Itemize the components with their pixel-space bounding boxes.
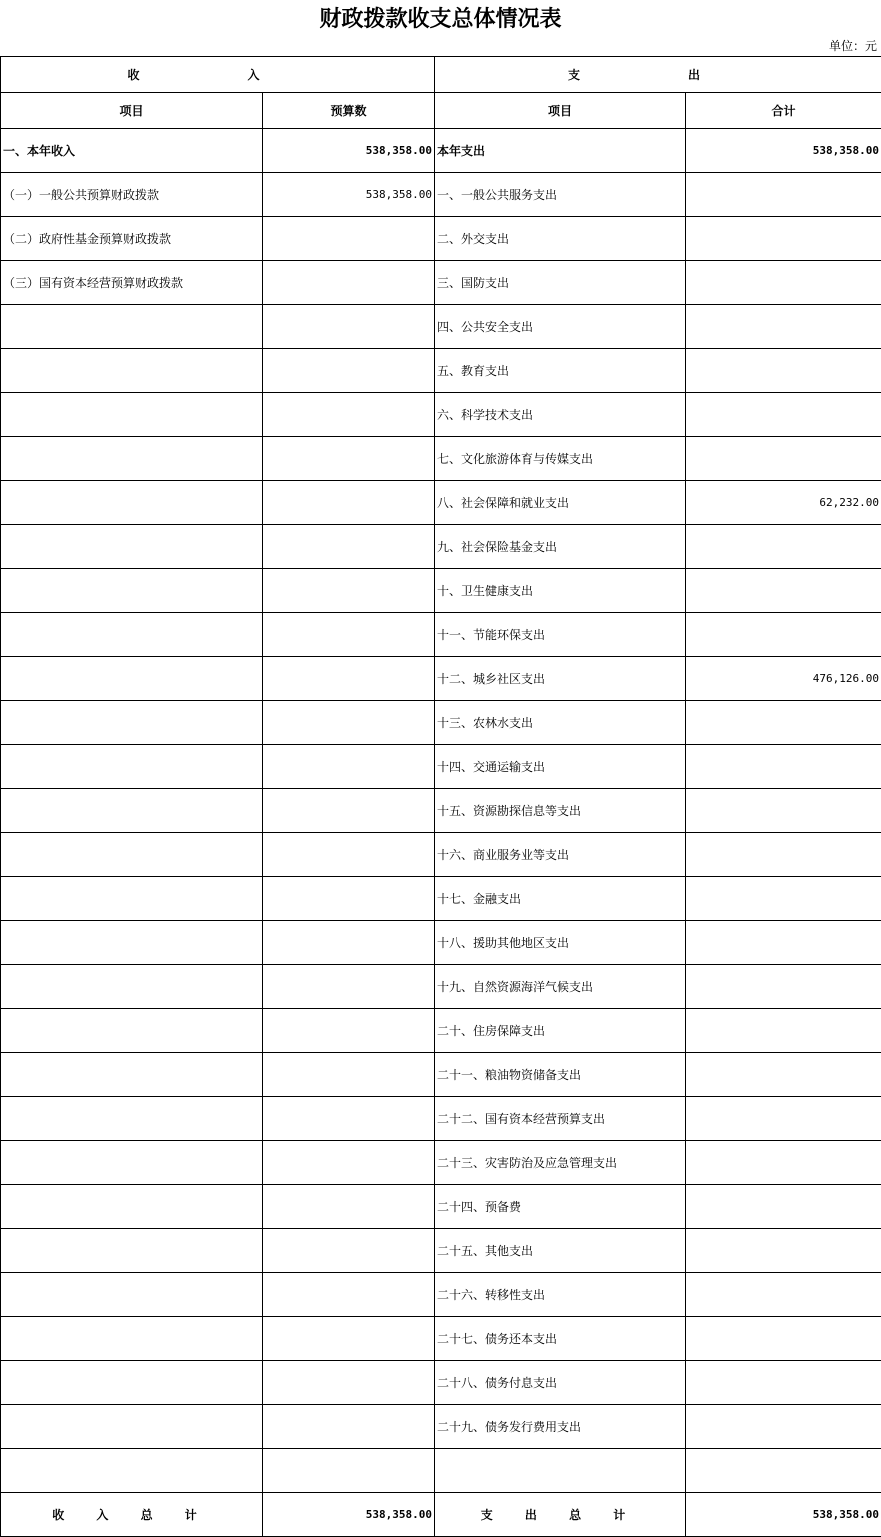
expense-total-cell: 538,358.00 bbox=[686, 129, 881, 173]
expense-total-cell bbox=[686, 833, 881, 877]
expense-item-cell: 十七、金融支出 bbox=[435, 877, 686, 921]
expense-item-cell: 三、国防支出 bbox=[435, 261, 686, 305]
table-row bbox=[1, 393, 881, 437]
table-row bbox=[1, 921, 881, 965]
income-item-cell bbox=[1, 789, 263, 833]
income-item-cell bbox=[1, 1097, 263, 1141]
income-item-cell bbox=[1, 1449, 263, 1493]
income-budget-cell bbox=[263, 525, 435, 569]
income-total-value: 538,358.00 bbox=[263, 1493, 435, 1537]
expense-total-cell bbox=[686, 1405, 881, 1449]
expense-total-cell bbox=[686, 569, 881, 613]
table-row bbox=[1, 217, 881, 261]
section-header-row bbox=[1, 57, 881, 93]
expense-total-cell bbox=[686, 525, 881, 569]
expense-item-cell: 十、卫生健康支出 bbox=[435, 569, 686, 613]
income-budget-cell bbox=[263, 789, 435, 833]
expense-item-header: 项目 bbox=[435, 93, 686, 129]
fiscal-summary-table bbox=[0, 56, 881, 1537]
expense-total-cell bbox=[686, 305, 881, 349]
expense-total-cell bbox=[686, 1449, 881, 1493]
income-item-cell bbox=[1, 657, 263, 701]
expense-item-cell: 二十九、债务发行费用支出 bbox=[435, 1405, 686, 1449]
income-item-cell: 一、本年收入 bbox=[1, 129, 263, 173]
table-row bbox=[1, 569, 881, 613]
income-item-cell bbox=[1, 1273, 263, 1317]
income-budget-cell bbox=[263, 349, 435, 393]
expense-item-cell: 四、公共安全支出 bbox=[435, 305, 686, 349]
income-budget-cell bbox=[263, 613, 435, 657]
expense-total-cell: 62,232.00 bbox=[686, 481, 881, 525]
income-budget-cell bbox=[263, 217, 435, 261]
income-budget-cell bbox=[263, 1141, 435, 1185]
income-item-cell bbox=[1, 1053, 263, 1097]
expense-total-cell bbox=[686, 393, 881, 437]
income-budget-cell bbox=[263, 305, 435, 349]
expense-total-cell bbox=[686, 877, 881, 921]
income-item-cell bbox=[1, 481, 263, 525]
expense-item-cell: 九、社会保险基金支出 bbox=[435, 525, 686, 569]
table-row bbox=[1, 437, 881, 481]
income-budget-cell bbox=[263, 1053, 435, 1097]
income-budget-cell bbox=[263, 261, 435, 305]
income-item-cell bbox=[1, 1141, 263, 1185]
expense-total-cell bbox=[686, 437, 881, 481]
income-item-cell bbox=[1, 921, 263, 965]
expense-total-cell bbox=[686, 1097, 881, 1141]
expense-item-cell: 十八、援助其他地区支出 bbox=[435, 921, 686, 965]
expense-total-cell bbox=[686, 965, 881, 1009]
column-header-row bbox=[1, 93, 881, 129]
expense-total-cell bbox=[686, 1141, 881, 1185]
expense-total-cell bbox=[686, 789, 881, 833]
table-row bbox=[1, 701, 881, 745]
income-item-cell bbox=[1, 525, 263, 569]
income-budget-cell bbox=[263, 657, 435, 701]
expense-total-cell bbox=[686, 701, 881, 745]
income-item-cell bbox=[1, 305, 263, 349]
table-row bbox=[1, 1361, 881, 1405]
table-row bbox=[1, 1097, 881, 1141]
table-row bbox=[1, 833, 881, 877]
expense-total-cell bbox=[686, 1317, 881, 1361]
unit-label: 单位：元 bbox=[828, 39, 877, 53]
income-item-cell bbox=[1, 1009, 263, 1053]
income-item-cell: （三）国有资本经营预算财政拨款 bbox=[1, 261, 263, 305]
income-budget-cell bbox=[263, 1405, 435, 1449]
income-total-label: 收 入 总 计 bbox=[1, 1493, 263, 1537]
income-item-header: 项目 bbox=[1, 93, 263, 129]
expense-item-cell: 二十、住房保障支出 bbox=[435, 1009, 686, 1053]
income-budget-header: 预算数 bbox=[263, 93, 435, 129]
expense-total-cell bbox=[686, 921, 881, 965]
income-budget-cell bbox=[263, 833, 435, 877]
expense-total-cell bbox=[686, 745, 881, 789]
expense-item-cell: 七、文化旅游体育与传媒支出 bbox=[435, 437, 686, 481]
income-budget-cell: 538,358.00 bbox=[263, 173, 435, 217]
table-row bbox=[1, 481, 881, 525]
income-item-cell bbox=[1, 701, 263, 745]
income-item-cell bbox=[1, 1361, 263, 1405]
expense-item-cell: 二十八、债务付息支出 bbox=[435, 1361, 686, 1405]
expense-item-cell: 十二、城乡社区支出 bbox=[435, 657, 686, 701]
expense-total-value: 538,358.00 bbox=[686, 1493, 881, 1537]
income-budget-cell: 538,358.00 bbox=[263, 129, 435, 173]
income-item-cell bbox=[1, 349, 263, 393]
totals-row bbox=[1, 1493, 881, 1537]
income-budget-cell bbox=[263, 1009, 435, 1053]
income-section-header: 收 入 bbox=[1, 57, 435, 93]
table-row bbox=[1, 877, 881, 921]
expense-total-cell bbox=[686, 1273, 881, 1317]
expense-item-cell: 一、一般公共服务支出 bbox=[435, 173, 686, 217]
expense-total-cell bbox=[686, 1361, 881, 1405]
income-budget-cell bbox=[263, 921, 435, 965]
expense-total-cell: 476,126.00 bbox=[686, 657, 881, 701]
income-item-cell bbox=[1, 1405, 263, 1449]
expense-item-cell: 十三、农林水支出 bbox=[435, 701, 686, 745]
income-item-cell bbox=[1, 1185, 263, 1229]
income-item-cell bbox=[1, 745, 263, 789]
income-item-cell bbox=[1, 393, 263, 437]
table-row bbox=[1, 745, 881, 789]
income-budget-cell bbox=[263, 393, 435, 437]
income-item-cell bbox=[1, 833, 263, 877]
income-item-cell: （二）政府性基金预算财政拨款 bbox=[1, 217, 263, 261]
expense-item-cell: 二十六、转移性支出 bbox=[435, 1273, 686, 1317]
expense-item-cell: 十五、资源勘探信息等支出 bbox=[435, 789, 686, 833]
income-item-cell bbox=[1, 965, 263, 1009]
expense-item-cell: 二十七、债务还本支出 bbox=[435, 1317, 686, 1361]
table-row bbox=[1, 1449, 881, 1493]
page-title: 财政拨款收支总体情况表 bbox=[319, 7, 562, 32]
table-row bbox=[1, 1405, 881, 1449]
table-row bbox=[1, 305, 881, 349]
expense-item-cell: 十四、交通运输支出 bbox=[435, 745, 686, 789]
expense-item-cell: 二、外交支出 bbox=[435, 217, 686, 261]
income-item-cell bbox=[1, 569, 263, 613]
expense-total-cell bbox=[686, 217, 881, 261]
income-budget-cell bbox=[263, 701, 435, 745]
table-row bbox=[1, 349, 881, 393]
income-item-cell bbox=[1, 613, 263, 657]
expense-item-cell: 五、教育支出 bbox=[435, 349, 686, 393]
income-budget-cell bbox=[263, 877, 435, 921]
table-row bbox=[1, 789, 881, 833]
expense-total-label: 支 出 总 计 bbox=[435, 1493, 686, 1537]
expense-item-cell: 二十一、粮油物资储备支出 bbox=[435, 1053, 686, 1097]
expense-total-cell bbox=[686, 1229, 881, 1273]
income-budget-cell bbox=[263, 1317, 435, 1361]
table-row bbox=[1, 657, 881, 701]
table-row bbox=[1, 613, 881, 657]
income-item-cell bbox=[1, 437, 263, 481]
expense-total-cell bbox=[686, 261, 881, 305]
table-row bbox=[1, 1229, 881, 1273]
expense-section-header: 支 出 bbox=[435, 57, 881, 93]
expense-item-cell: 二十三、灾害防治及应急管理支出 bbox=[435, 1141, 686, 1185]
income-budget-cell bbox=[263, 1185, 435, 1229]
income-budget-cell bbox=[263, 745, 435, 789]
table-row bbox=[1, 965, 881, 1009]
expense-item-cell: 十六、商业服务业等支出 bbox=[435, 833, 686, 877]
expense-total-cell bbox=[686, 349, 881, 393]
income-item-cell bbox=[1, 877, 263, 921]
table-row bbox=[1, 1317, 881, 1361]
table-row bbox=[1, 261, 881, 305]
expense-item-cell: 二十二、国有资本经营预算支出 bbox=[435, 1097, 686, 1141]
income-item-cell: （一）一般公共预算财政拨款 bbox=[1, 173, 263, 217]
table-row bbox=[1, 1053, 881, 1097]
income-budget-cell bbox=[263, 569, 435, 613]
table-row bbox=[1, 129, 881, 173]
expense-item-cell: 本年支出 bbox=[435, 129, 686, 173]
income-budget-cell bbox=[263, 1361, 435, 1405]
income-budget-cell bbox=[263, 481, 435, 525]
expense-total-cell bbox=[686, 613, 881, 657]
expense-total-cell bbox=[686, 1185, 881, 1229]
expense-item-cell: 二十五、其他支出 bbox=[435, 1229, 686, 1273]
income-budget-cell bbox=[263, 1229, 435, 1273]
income-budget-cell bbox=[263, 1097, 435, 1141]
expense-total-cell bbox=[686, 1053, 881, 1097]
expense-total-cell bbox=[686, 173, 881, 217]
table-row bbox=[1, 1009, 881, 1053]
expense-item-cell: 十九、自然资源海洋气候支出 bbox=[435, 965, 686, 1009]
income-budget-cell bbox=[263, 437, 435, 481]
table-row bbox=[1, 525, 881, 569]
expense-item-cell: 六、科学技术支出 bbox=[435, 393, 686, 437]
income-budget-cell bbox=[263, 965, 435, 1009]
income-budget-cell bbox=[263, 1449, 435, 1493]
income-item-cell bbox=[1, 1317, 263, 1361]
expense-item-cell bbox=[435, 1449, 686, 1493]
expense-total-header: 合计 bbox=[686, 93, 881, 129]
expense-item-cell: 八、社会保障和就业支出 bbox=[435, 481, 686, 525]
income-budget-cell bbox=[263, 1273, 435, 1317]
expense-item-cell: 十一、节能环保支出 bbox=[435, 613, 686, 657]
table-row bbox=[1, 1141, 881, 1185]
table-row bbox=[1, 1273, 881, 1317]
table-row bbox=[1, 1185, 881, 1229]
table-row bbox=[1, 173, 881, 217]
income-item-cell bbox=[1, 1229, 263, 1273]
expense-total-cell bbox=[686, 1009, 881, 1053]
expense-item-cell: 二十四、预备费 bbox=[435, 1185, 686, 1229]
